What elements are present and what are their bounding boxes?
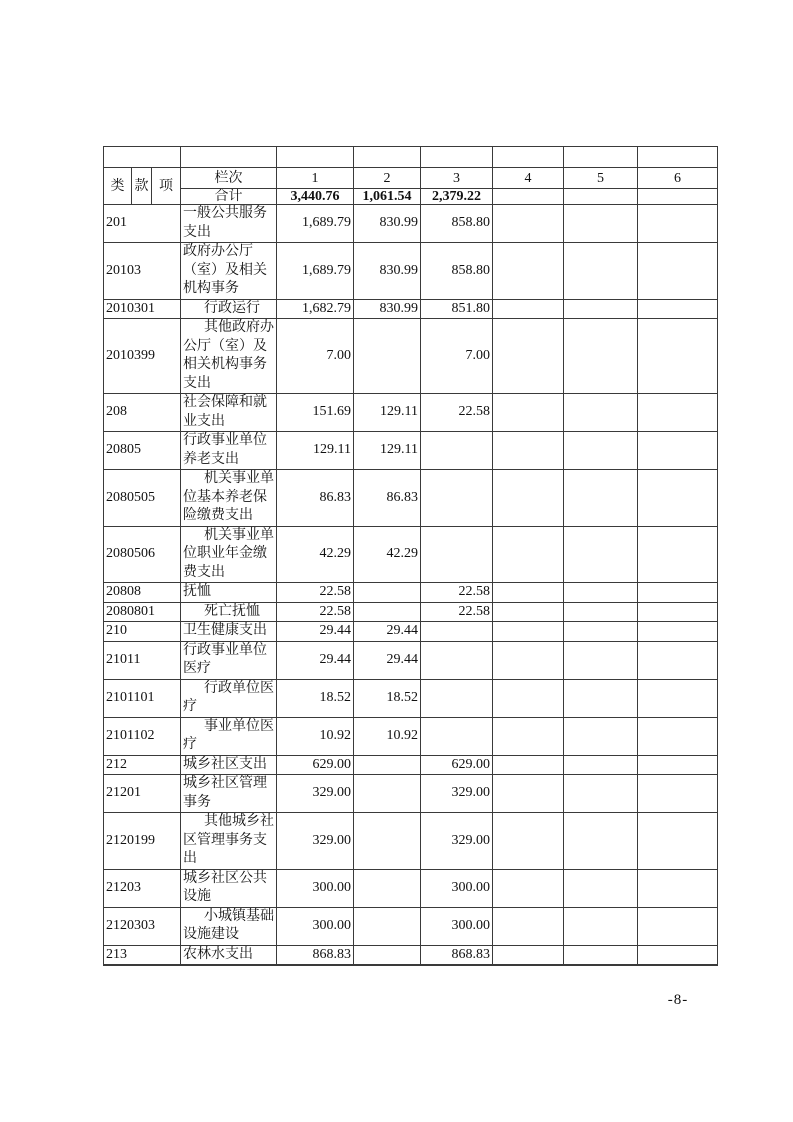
row-value-cell: 300.00 [277, 907, 354, 945]
row-value-cell: 7.00 [277, 319, 354, 394]
row-value-cell [493, 679, 564, 717]
row-value-cell: 42.29 [354, 526, 421, 583]
row-value-cell [493, 641, 564, 679]
row-code-cell: 2010301 [104, 299, 181, 319]
row-value-cell [354, 602, 421, 622]
row-value-cell [638, 622, 718, 642]
empty-cell [104, 147, 181, 168]
row-name-cell: 死亡抚恤 [181, 602, 277, 622]
total-value-cell: 2,379.22 [421, 189, 493, 205]
row-value-cell [564, 755, 638, 775]
row-value-cell [638, 755, 718, 775]
total-value-cell [564, 189, 638, 205]
row-value-cell [493, 299, 564, 319]
row-value-cell [638, 602, 718, 622]
row-value-cell: 29.44 [277, 641, 354, 679]
row-value-cell: 18.52 [277, 679, 354, 717]
table-row [104, 432, 718, 470]
total-value-cell [638, 189, 718, 205]
item-header-cell: 项 [152, 168, 181, 205]
empty-row [104, 147, 718, 168]
row-code-cell: 2010399 [104, 319, 181, 394]
column-number-cell: 1 [277, 168, 354, 189]
row-value-cell: 830.99 [354, 299, 421, 319]
row-value-cell: 42.29 [277, 526, 354, 583]
row-value-cell [564, 907, 638, 945]
row-value-cell: 329.00 [421, 813, 493, 870]
total-value-cell: 3,440.76 [277, 189, 354, 205]
row-name-cell: 城乡社区管理事务 [181, 775, 277, 813]
row-name-cell: 其他城乡社区管理事务支出 [181, 813, 277, 870]
row-value-cell: 129.11 [277, 432, 354, 470]
row-value-cell: 830.99 [354, 243, 421, 300]
table-row [104, 299, 718, 319]
total-row [104, 189, 718, 205]
row-name-cell: 事业单位医疗 [181, 717, 277, 755]
empty-cell [421, 147, 493, 168]
row-value-cell: 329.00 [277, 775, 354, 813]
row-value-cell [493, 394, 564, 432]
row-value-cell [354, 755, 421, 775]
row-value-cell [421, 717, 493, 755]
row-value-cell [638, 432, 718, 470]
row-value-cell [493, 717, 564, 755]
row-value-cell [493, 869, 564, 907]
table-row [104, 622, 718, 642]
expenditure-table [103, 146, 718, 966]
row-name-cell: 其他政府办公厅（室）及相关机构事务支出 [181, 319, 277, 394]
row-value-cell: 300.00 [277, 869, 354, 907]
row-value-cell: 858.80 [421, 205, 493, 243]
row-value-cell [354, 319, 421, 394]
row-value-cell [493, 622, 564, 642]
column-number-row [104, 168, 718, 189]
row-value-cell [493, 945, 564, 965]
row-name-cell: 行政事业单位医疗 [181, 641, 277, 679]
row-value-cell: 151.69 [277, 394, 354, 432]
row-value-cell [421, 679, 493, 717]
row-name-cell: 行政单位医疗 [181, 679, 277, 717]
row-value-cell [564, 679, 638, 717]
row-value-cell [564, 717, 638, 755]
table-row [104, 813, 718, 870]
empty-cell [493, 147, 564, 168]
row-value-cell [493, 775, 564, 813]
table-row [104, 755, 718, 775]
table-row [104, 907, 718, 945]
row-code-cell: 20103 [104, 243, 181, 300]
row-value-cell [493, 755, 564, 775]
row-value-cell: 629.00 [421, 755, 493, 775]
row-value-cell [564, 526, 638, 583]
row-value-cell [564, 622, 638, 642]
row-value-cell [421, 641, 493, 679]
row-value-cell [638, 470, 718, 527]
row-name-cell: 机关事业单位基本养老保险缴费支出 [181, 470, 277, 527]
row-value-cell: 830.99 [354, 205, 421, 243]
row-value-cell [564, 432, 638, 470]
row-code-cell: 2120199 [104, 813, 181, 870]
row-value-cell [493, 470, 564, 527]
row-value-cell [564, 299, 638, 319]
empty-cell [277, 147, 354, 168]
row-value-cell: 29.44 [354, 641, 421, 679]
row-value-cell [564, 641, 638, 679]
table-row [104, 526, 718, 583]
row-value-cell [421, 470, 493, 527]
section-header-cell: 款 [132, 168, 152, 205]
row-value-cell [638, 319, 718, 394]
column-number-cell: 4 [493, 168, 564, 189]
row-value-cell: 629.00 [277, 755, 354, 775]
row-name-cell: 城乡社区支出 [181, 755, 277, 775]
row-value-cell [564, 813, 638, 870]
row-value-cell: 29.44 [354, 622, 421, 642]
row-value-cell [638, 583, 718, 603]
table-row [104, 717, 718, 755]
column-number-cell: 3 [421, 168, 493, 189]
row-value-cell: 329.00 [421, 775, 493, 813]
row-name-cell: 小城镇基础设施建设 [181, 907, 277, 945]
row-code-cell: 2101102 [104, 717, 181, 755]
row-value-cell: 1,689.79 [277, 205, 354, 243]
row-value-cell [638, 243, 718, 300]
table-row [104, 319, 718, 394]
row-name-cell: 行政运行 [181, 299, 277, 319]
row-value-cell: 1,689.79 [277, 243, 354, 300]
row-value-cell [638, 945, 718, 965]
row-value-cell: 29.44 [277, 622, 354, 642]
row-value-cell [421, 526, 493, 583]
row-value-cell [564, 583, 638, 603]
table-row [104, 394, 718, 432]
table-row [104, 679, 718, 717]
row-value-cell [354, 775, 421, 813]
row-value-cell [493, 319, 564, 394]
row-value-cell [638, 394, 718, 432]
row-value-cell [564, 470, 638, 527]
row-value-cell: 1,682.79 [277, 299, 354, 319]
row-value-cell: 22.58 [277, 602, 354, 622]
row-value-cell: 22.58 [421, 394, 493, 432]
row-code-cell: 2101101 [104, 679, 181, 717]
row-code-cell: 201 [104, 205, 181, 243]
row-value-cell [493, 813, 564, 870]
row-name-cell: 机关事业单位职业年金缴费支出 [181, 526, 277, 583]
row-value-cell [638, 813, 718, 870]
table-row [104, 869, 718, 907]
budget-table-body [104, 205, 718, 966]
row-code-cell: 2080801 [104, 602, 181, 622]
empty-cell [354, 147, 421, 168]
row-value-cell: 86.83 [277, 470, 354, 527]
row-value-cell [564, 775, 638, 813]
row-value-cell [638, 869, 718, 907]
row-code-cell: 212 [104, 755, 181, 775]
table-row [104, 775, 718, 813]
total-value-cell [493, 189, 564, 205]
row-code-cell: 2120303 [104, 907, 181, 945]
row-name-cell: 抚恤 [181, 583, 277, 603]
row-value-cell [354, 907, 421, 945]
row-value-cell [638, 717, 718, 755]
page-number: -8- [667, 992, 689, 1008]
table-row [104, 602, 718, 622]
row-value-cell: 7.00 [421, 319, 493, 394]
row-value-cell: 329.00 [277, 813, 354, 870]
total-label-cell: 合计 [181, 189, 277, 205]
row-value-cell [493, 907, 564, 945]
row-value-cell [638, 526, 718, 583]
row-value-cell [564, 394, 638, 432]
row-value-cell [421, 622, 493, 642]
row-value-cell: 300.00 [421, 907, 493, 945]
row-value-cell: 851.80 [421, 299, 493, 319]
row-value-cell [493, 583, 564, 603]
row-value-cell [493, 243, 564, 300]
empty-cell [181, 147, 277, 168]
row-value-cell: 10.92 [354, 717, 421, 755]
row-name-cell: 一般公共服务支出 [181, 205, 277, 243]
row-value-cell: 22.58 [421, 583, 493, 603]
row-name-cell: 农林水支出 [181, 945, 277, 965]
row-value-cell [493, 432, 564, 470]
row-value-cell: 868.83 [421, 945, 493, 965]
row-value-cell [354, 945, 421, 965]
row-value-cell [638, 641, 718, 679]
row-code-cell: 21203 [104, 869, 181, 907]
table-row [104, 945, 718, 965]
row-code-cell: 213 [104, 945, 181, 965]
row-value-cell [354, 583, 421, 603]
row-code-cell: 20805 [104, 432, 181, 470]
row-value-cell [564, 319, 638, 394]
row-value-cell [493, 205, 564, 243]
row-code-cell: 2080506 [104, 526, 181, 583]
row-value-cell: 300.00 [421, 869, 493, 907]
row-value-cell: 868.83 [277, 945, 354, 965]
table-header [104, 147, 718, 205]
row-code-cell: 210 [104, 622, 181, 642]
row-value-cell: 10.92 [277, 717, 354, 755]
row-value-cell [493, 526, 564, 583]
column-index-header: 栏次 [181, 168, 277, 189]
row-code-cell: 208 [104, 394, 181, 432]
row-value-cell [493, 602, 564, 622]
row-value-cell [564, 243, 638, 300]
row-name-cell: 城乡社区公共设施 [181, 869, 277, 907]
row-value-cell [638, 907, 718, 945]
row-value-cell [638, 299, 718, 319]
table-row [104, 205, 718, 243]
table-row [104, 470, 718, 527]
row-value-cell [638, 205, 718, 243]
table-row [104, 641, 718, 679]
row-name-cell: 社会保障和就业支出 [181, 394, 277, 432]
column-number-cell: 5 [564, 168, 638, 189]
table-row [104, 583, 718, 603]
row-value-cell: 129.11 [354, 432, 421, 470]
row-value-cell: 22.58 [277, 583, 354, 603]
row-code-cell: 21201 [104, 775, 181, 813]
row-name-cell: 行政事业单位养老支出 [181, 432, 277, 470]
class-header-cell: 类 [104, 168, 132, 205]
empty-cell [638, 147, 718, 168]
row-value-cell: 858.80 [421, 243, 493, 300]
row-value-cell [564, 945, 638, 965]
row-name-cell: 卫生健康支出 [181, 622, 277, 642]
row-value-cell: 129.11 [354, 394, 421, 432]
table-row [104, 243, 718, 300]
row-value-cell: 86.83 [354, 470, 421, 527]
row-code-cell: 2080505 [104, 470, 181, 527]
column-number-cell: 2 [354, 168, 421, 189]
row-value-cell [638, 775, 718, 813]
row-value-cell [564, 602, 638, 622]
row-code-cell: 21011 [104, 641, 181, 679]
row-value-cell: 18.52 [354, 679, 421, 717]
row-code-cell: 20808 [104, 583, 181, 603]
row-value-cell [564, 205, 638, 243]
row-value-cell [421, 432, 493, 470]
row-value-cell [638, 679, 718, 717]
row-value-cell [564, 869, 638, 907]
empty-cell [564, 147, 638, 168]
total-value-cell: 1,061.54 [354, 189, 421, 205]
column-number-cell: 6 [638, 168, 718, 189]
row-value-cell [354, 869, 421, 907]
row-name-cell: 政府办公厅（室）及相关机构事务 [181, 243, 277, 300]
row-value-cell: 22.58 [421, 602, 493, 622]
row-value-cell [354, 813, 421, 870]
